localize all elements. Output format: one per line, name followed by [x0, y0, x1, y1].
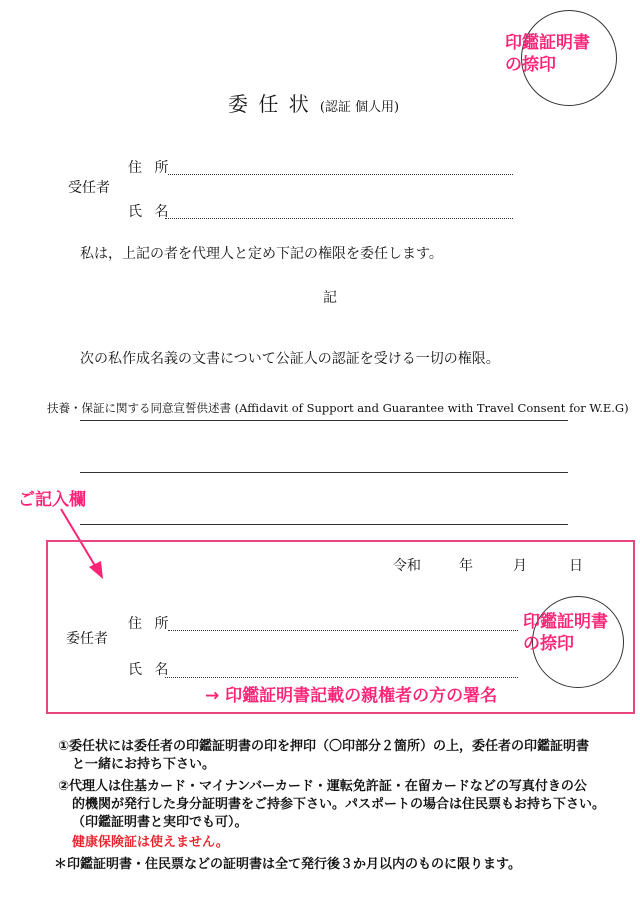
- document-title: [228, 88, 399, 117]
- document-line-1: [80, 420, 568, 421]
- agent-name-field[interactable]: [165, 218, 513, 219]
- note-1-line-2: と一緒にお持ち下さい。: [72, 757, 216, 772]
- seal-label-bottom-line1: 印鑑証明書: [523, 612, 608, 632]
- date-month: 月: [513, 558, 527, 574]
- document-name: 扶養・保証に関する同意宣誓供述書 (Affidavit of Support and Guarantee with Travel Consent for W.E.G): [47, 401, 629, 415]
- delegation-text: 私は，上記の者を代理人と定め下記の権限を委任します。: [80, 246, 443, 262]
- note-3: ＊印鑑証明書・住民票などの証明書は全て発行後３か月以内のものに限ります。: [54, 857, 521, 872]
- title-main: 委 任 状: [228, 92, 311, 116]
- agent-group-label: 受任者: [68, 180, 110, 196]
- seal-label-top-line1: 印鑑証明書: [505, 33, 590, 53]
- agent-address-label: 住 所: [128, 160, 173, 176]
- principal-address-field[interactable]: [168, 630, 518, 631]
- principal-group-label: 委任者: [66, 631, 108, 647]
- document-line-3: [80, 524, 568, 525]
- date-day: 日: [569, 558, 583, 574]
- agent-address-field[interactable]: [168, 174, 513, 175]
- note-2-line-2: 的機関が発行した身分証明書をご持参下さい。パスポートの場合は住民票もお持ち下さい。: [72, 797, 606, 812]
- authority-text: 次の私作成名義の文書について公証人の認証を受ける一切の権限。: [80, 351, 500, 367]
- principal-name-field[interactable]: [165, 677, 518, 678]
- principal-address-label: 住 所: [128, 616, 173, 632]
- seal-label-bottom-line2: の捺印: [523, 634, 574, 654]
- principal-name-label: 氏 名: [128, 662, 173, 678]
- title-sub: (認証 個人用): [319, 100, 400, 115]
- date-era: 令和: [393, 558, 421, 574]
- entry-label: ご記入欄: [18, 490, 86, 510]
- date-year: 年: [459, 558, 473, 574]
- seal-label-bottom: [523, 611, 638, 655]
- ki-label: 記: [323, 290, 337, 306]
- note-2-line-3: （印鑑証明書と実印でも可）。: [72, 815, 248, 830]
- seal-label-top: [505, 32, 635, 76]
- seal-label-top-line2: の捺印: [505, 55, 556, 75]
- signature-note: → 印鑑証明書記載の親権者の方の署名: [205, 686, 498, 706]
- note-2-warning: 健康保険証は使えません。: [72, 835, 229, 850]
- document-line-2: [80, 472, 568, 473]
- agent-name-label: 氏 名: [128, 204, 173, 220]
- note-2-line-1: ②代理人は住基カード・マイナンバーカード・運転免許証・在留カードなどの写真付きの公: [58, 779, 587, 794]
- note-1-line-1: ①委任状には委任者の印鑑証明書の印を押印（〇印部分２箇所）の上，委任者の印鑑証明書: [58, 739, 590, 754]
